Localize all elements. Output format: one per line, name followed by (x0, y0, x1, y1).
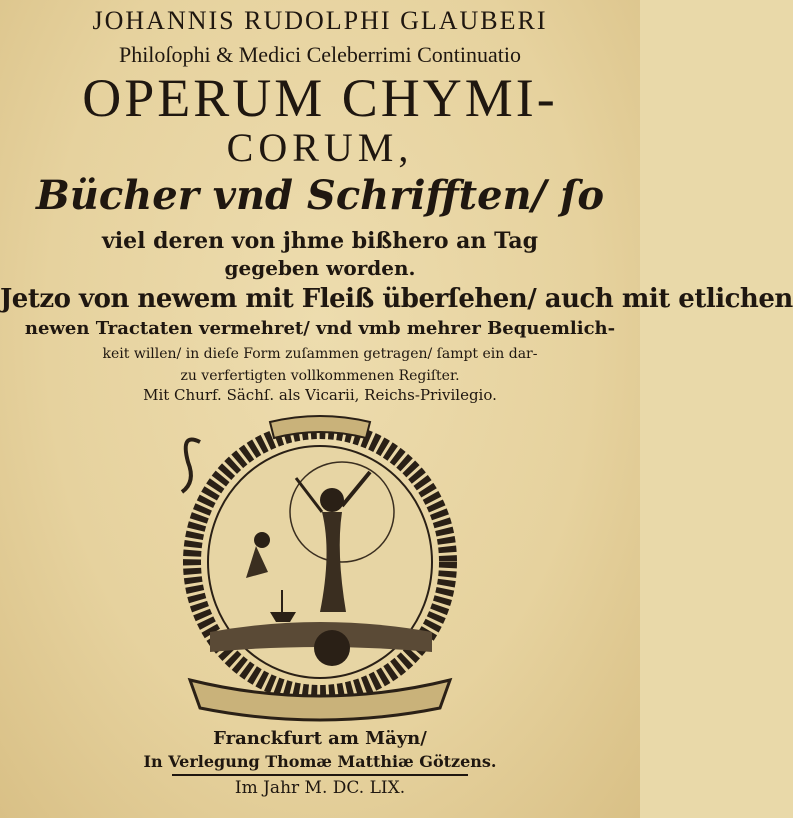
imprint-rule (172, 774, 468, 776)
title-line-3: Bücher vnd Schrifften/ ſo (35, 172, 605, 219)
author-subtitle: Philoſophi & Medici Celeberrimi Continuatio (118, 42, 522, 67)
body-line-7: newen Tractaten vermehret/ vnd vmb mehrer Bequemlich- (24, 318, 616, 339)
body-line-9: zu verfertigten vollkommenen Regiſter. (180, 368, 460, 384)
privilege-line: Mit Churf. Sächſ. als Vicarii, Reichs-Privilegio. (143, 386, 497, 404)
body-line-5: gegeben worden. (224, 256, 416, 280)
title-line-2: CORUM, (226, 125, 414, 170)
publication-year: Im Jahr M. DC. LIX. (234, 778, 406, 798)
imprint-publisher: In Verlegung Thomæ Matthiæ Götzens. (143, 752, 497, 771)
body-line-6: Jetzo von newem mit Fleiß überſehen/ auch mit etlichen (0, 284, 793, 314)
body-line-4: viel deren von jhme bißhero an Tag (102, 228, 538, 254)
title-line-1: OPERUM CHYMI- (82, 68, 558, 128)
author-name: JOHANNIS RUDOLPHI GLAUBERI (92, 6, 548, 35)
imprint-city: Franckfurt am Mäyn/ (213, 728, 427, 749)
body-line-8: keit willen/ in dieſe Form zuſammen getragen/ ſampt ein dar- (102, 346, 538, 362)
printers-emblem (170, 412, 470, 722)
